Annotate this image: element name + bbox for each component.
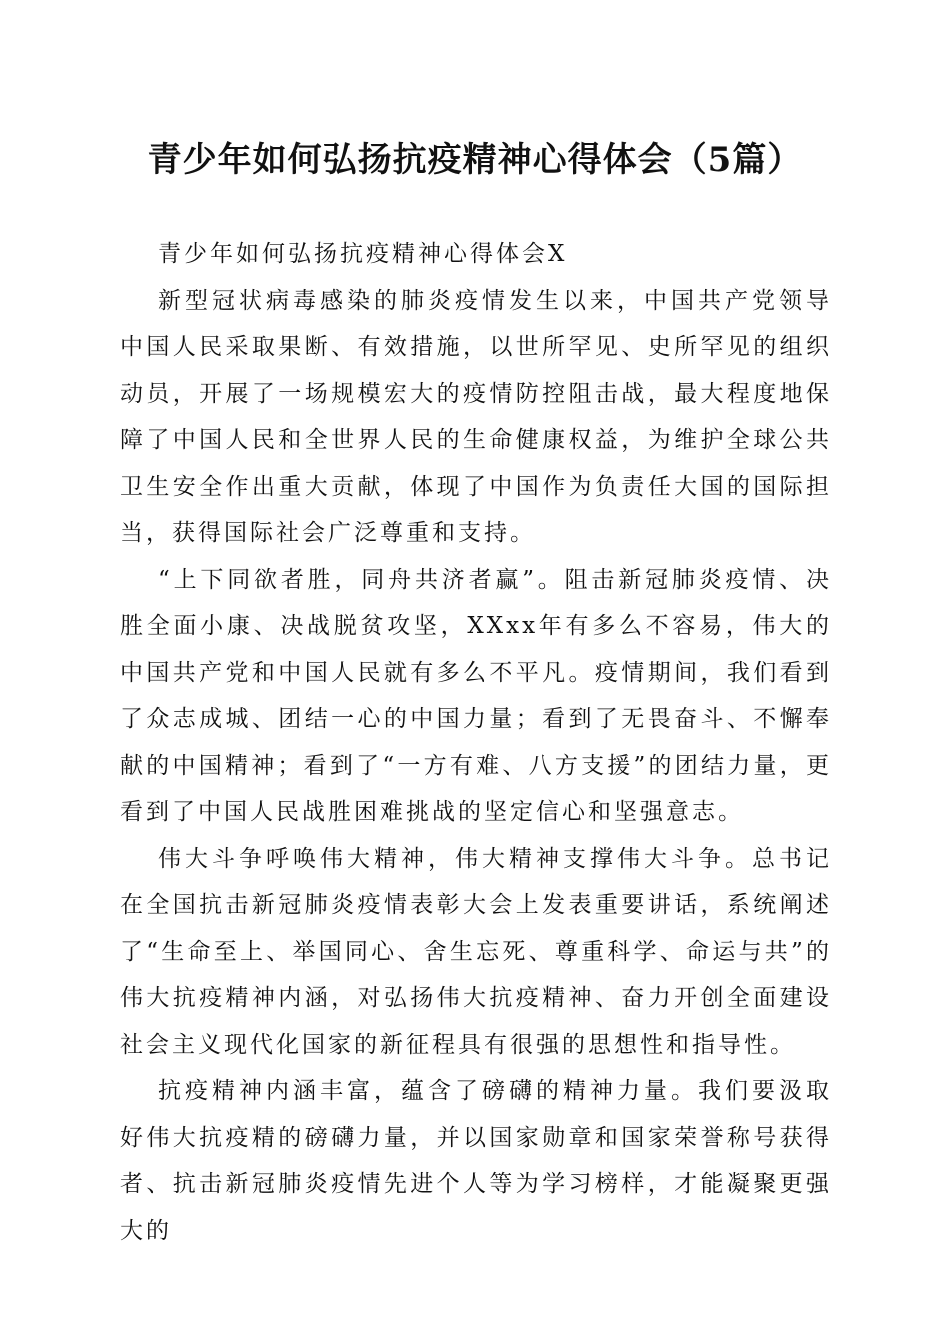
document-title: 青少年如何弘扬抗疫精神心得体会（5篇） (147, 140, 803, 180)
body-paragraph: 新型冠状病毒感染的肺炎疫情发生以来，中国共产党领导中国人民采取果断、有效措施，以世所罕见、史所罕见的组织动员，开展了一场规模宏大的疫情防控阻击战，最大程度地保障了中国人民和全世界人民的生命健康权益，为维护全球公共卫生安全作出重大贡献，体现了中国作为负责任大国的国际担当，获得国际社会广泛尊重和支持。 (120, 287, 832, 546)
subtitle-paragraph: 青少年如何弘扬抗疫精神心得体会X (158, 241, 568, 267)
body-paragraph: “上下同欲者胜，同舟共济者赢”。阻击新冠肺炎疫情、决胜全面小康、决战脱贫攻坚，XXxx年有多么不容易，伟大的中国共产党和中国人民就有多么不平凡。疫情期间，我们看到了众志成城、团结一心的中国力量；看到了无畏奋斗、不懈奉献的中国精神；看到了“一方有难、八方支援”的团结力量，更看到了中国人民战胜困难挑战的坚定信心和坚强意志。 (120, 566, 832, 825)
document-body (120, 231, 832, 1254)
body-paragraph: 抗疫精神内涵丰富，蕴含了磅礴的精神力量。我们要汲取好伟大抗疫精的磅礴力量，并以国家勋章和国家荣誉称号获得者、抗击新冠肺炎疫情先进个人等为学习榜样，才能凝聚更强大的 (120, 1078, 832, 1244)
body-paragraph: 伟大斗争呼唤伟大精神，伟大精神支撑伟大斗争。总书记在全国抗击新冠肺炎疫情表彰大会上发表重要讲话，系统阐述了“生命至上、举国同心、舍生忘死、尊重科学、命运与共”的伟大抗疫精神内涵，对弘扬伟大抗疫精神、奋力开创全面建设社会主义现代化国家的新征程具有很强的思想性和指导性。 (120, 845, 832, 1058)
